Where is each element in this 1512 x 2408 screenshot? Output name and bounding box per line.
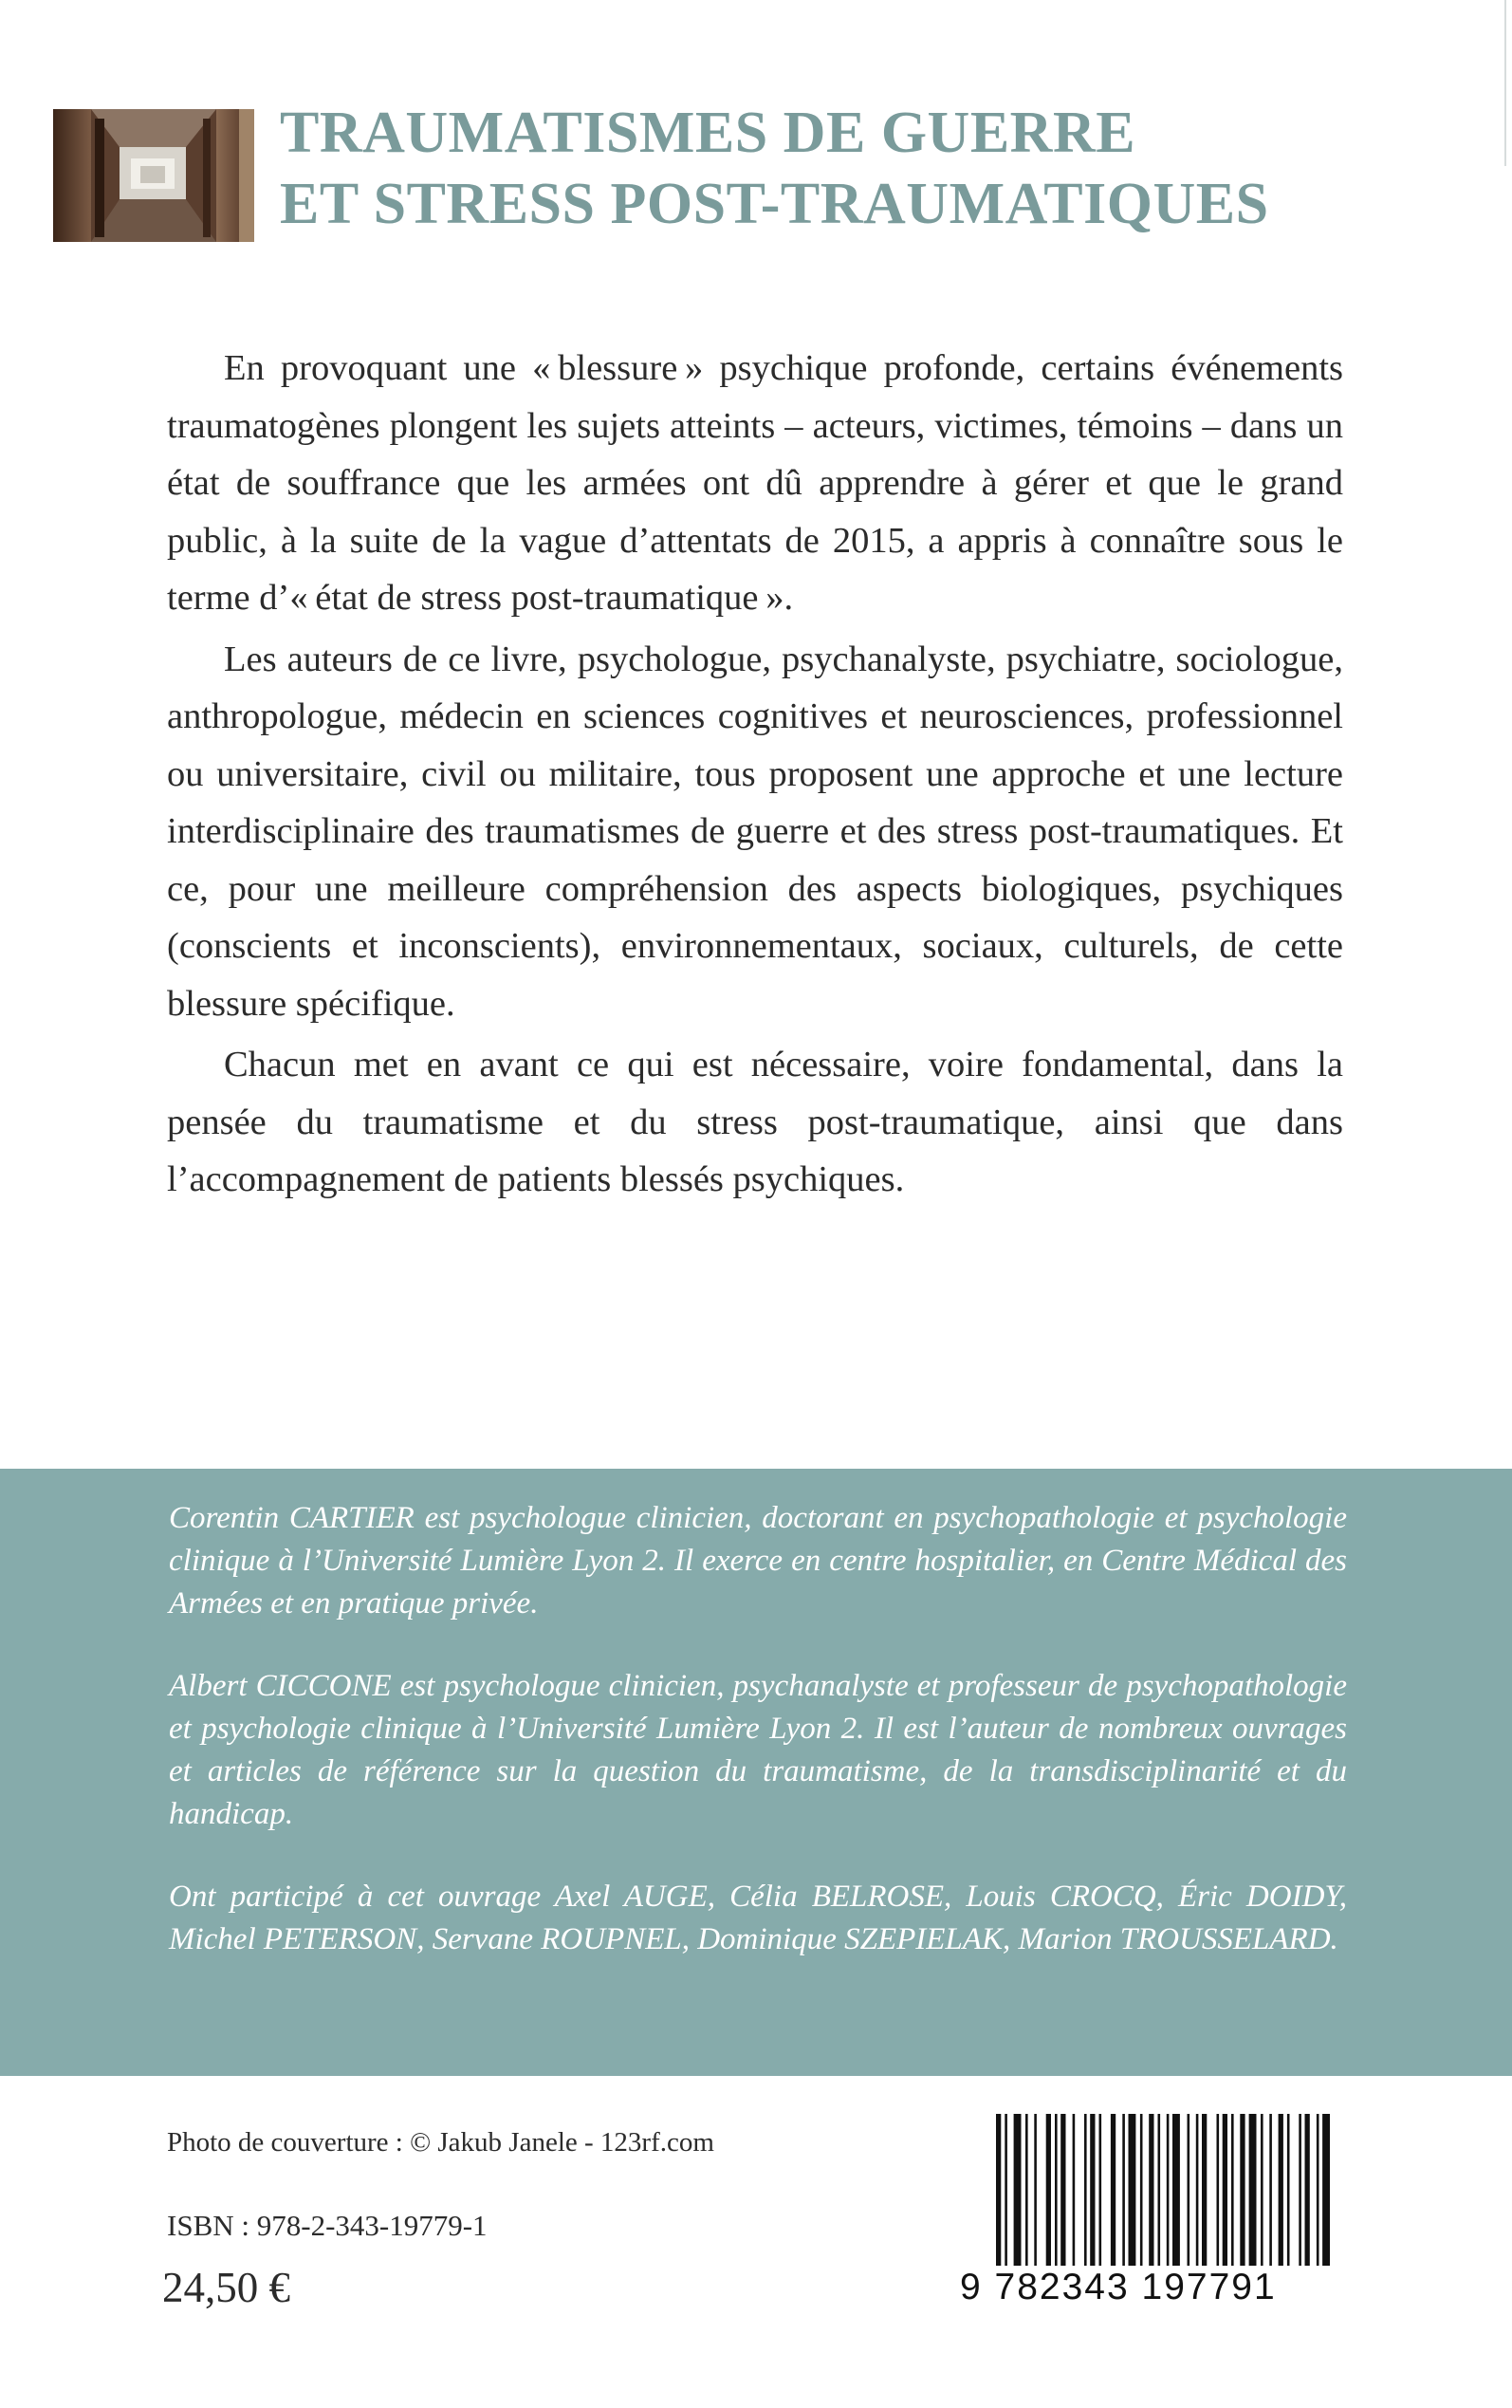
barcode-bar bbox=[1202, 2114, 1207, 2266]
barcode-bar bbox=[996, 2114, 1001, 2266]
barcode-bar bbox=[1167, 2114, 1170, 2266]
isbn: ISBN : 978-2-343-19779-1 bbox=[167, 2209, 488, 2242]
summary-paragraph-2: Les auteurs de ce livre, psychologue, psychanalyste, psychiatre, sociologue, anthropologue, médecin en sciences cognitives et neurosciences, professionnel ou universitaire, civil ou militaire, tous proposent une approche et une lecture interdisciplinaire des traumatismes de guerre et des stress post-traumatiques. Et ce, pour une meilleure compréhension des aspects biologiques, psychiques (conscients et inconscients), environnementaux, sociaux, culturels, de cette blessure spécifique. bbox=[167, 639, 1343, 1024]
barcode-bar bbox=[1223, 2114, 1227, 2266]
photo-credit: Photo de couverture : © Jakub Janele - 123rf.com bbox=[167, 2127, 714, 2158]
barcode-bar bbox=[1046, 2114, 1051, 2266]
barcode-bar bbox=[1299, 2114, 1301, 2266]
barcode-bar bbox=[1231, 2114, 1234, 2266]
barcode-bar bbox=[1249, 2114, 1257, 2266]
barcode-bar bbox=[1196, 2114, 1199, 2266]
barcode-bar bbox=[1172, 2114, 1180, 2266]
barcode-bar bbox=[1073, 2114, 1076, 2266]
barcode-bar bbox=[1240, 2114, 1245, 2266]
price: 24,50 € bbox=[162, 2264, 290, 2311]
barcode-bar bbox=[1129, 2114, 1136, 2266]
barcode-bar bbox=[1060, 2114, 1065, 2266]
title-line-1: TRAUMATISMES DE GUERRE bbox=[280, 101, 1136, 165]
barcode-bar bbox=[1287, 2114, 1290, 2266]
summary-paragraph-1: En provoquant une « blessure » psychique profonde, certains événements traumatogènes plongent les sujets atteints – acteurs, victimes, témoins – dans un état de souffrance que les armées ont dû apprendre à gérer et que le grand public, à la suite de la vague d’attentats de 2015, a appris à connaître sous le terme d’« état de stress post-traumatique ». bbox=[167, 348, 1343, 618]
barcode-bar bbox=[1111, 2114, 1116, 2266]
barcode-bar bbox=[1217, 2114, 1220, 2266]
title-line-2: ET STRESS POST-TRAUMATIQUES bbox=[280, 172, 1269, 236]
barcode-bar bbox=[1188, 2114, 1190, 2266]
author-bio-ciccone: Albert CICCONE est psychologue clinicien, psychanalyste et professeur de psychopathologie et psychologie clinique à l’Université Lumière Lyon 2. Il est l’auteur de nombreux ouvrages et articles de référence sur la question du traumatisme, de la transdisciplinarité et du handicap. bbox=[169, 1669, 1347, 1831]
barcode-bar bbox=[1014, 2114, 1022, 2266]
barcode-number: 9 782343 197791 bbox=[960, 2267, 1277, 2307]
barcode-bar bbox=[1261, 2114, 1263, 2266]
barcode-bar bbox=[1090, 2114, 1095, 2266]
corridor-photo-thumbnail-icon bbox=[53, 109, 254, 242]
barcode-bar bbox=[1005, 2114, 1007, 2266]
barcode-bar bbox=[1317, 2114, 1319, 2266]
barcode-bar bbox=[1269, 2114, 1272, 2266]
edge-rule bbox=[1504, 0, 1506, 166]
barcode-bar bbox=[1122, 2114, 1125, 2266]
barcode-bar bbox=[1099, 2114, 1102, 2266]
author-bio-cartier: Corentin CARTIER est psychologue clinicien, doctorant en psychopathologie et psychologie clinique à l’Université Lumière Lyon 2. Il exerce en centre hospitalier, en Centre Médical des Armées et en pratique privée. bbox=[169, 1501, 1347, 1621]
barcode-bar bbox=[1025, 2114, 1028, 2266]
book-title bbox=[280, 98, 1466, 240]
summary-paragraph-3: Chacun met en avant ce qui est nécessaire, voire fondamental, dans la pensée du traumatisme et du stress post-traumatique, ainsi que dans l’accompagnement de patients blessés psychiques. bbox=[167, 1045, 1343, 1199]
barcode-bar bbox=[1149, 2114, 1153, 2266]
barcode-icon bbox=[992, 2114, 1339, 2266]
barcode-bar bbox=[1084, 2114, 1087, 2266]
barcode-bar bbox=[1140, 2114, 1143, 2266]
barcode-bar bbox=[1158, 2114, 1161, 2266]
barcode-bar bbox=[1034, 2114, 1037, 2266]
barcode-bar bbox=[1305, 2114, 1310, 2266]
authors-text bbox=[169, 1497, 1347, 2001]
cover-thumbnail bbox=[53, 109, 254, 242]
barcode-bar bbox=[1279, 2114, 1283, 2266]
barcode-bar bbox=[1322, 2114, 1330, 2266]
summary-text bbox=[167, 340, 1343, 1209]
barcode-bar bbox=[1055, 2114, 1058, 2266]
contributors: Ont participé à cet ouvrage Axel AUGE, Célia BELROSE, Louis CROCQ, Éric DOIDY, Michel PETERSON, Servane ROUPNEL, Dominique SZEPIELAK, Marion TROUSSELARD. bbox=[169, 1880, 1347, 1956]
